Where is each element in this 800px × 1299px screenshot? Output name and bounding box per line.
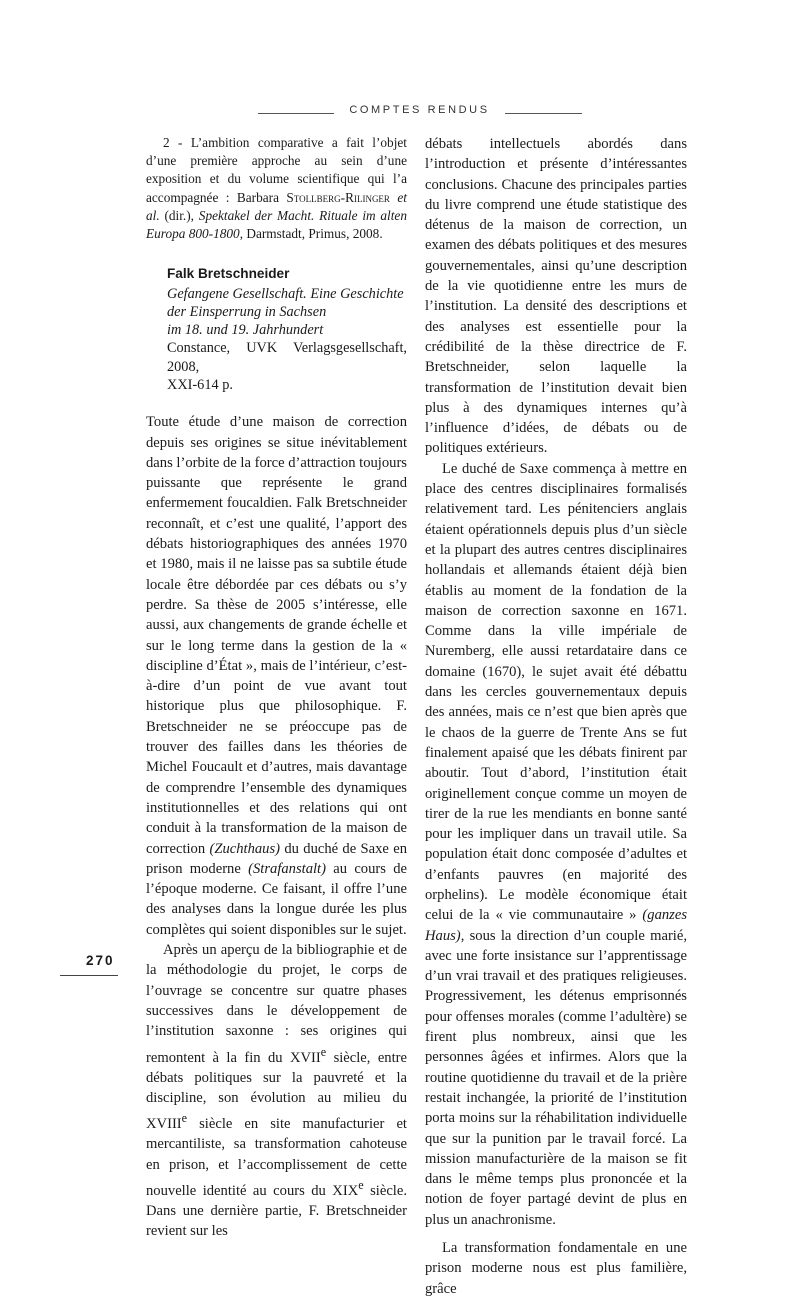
footnote-author: Stollberg-Rilinger <box>286 189 390 205</box>
header-title: COMPTES RENDUS <box>349 104 490 116</box>
footnote-text: (dir.), <box>159 207 199 223</box>
footnote <box>146 134 407 243</box>
body-paragraph: La transformation fondamentale en une prison moderne nous est plus familière, grâce <box>425 1240 687 1297</box>
header-rule-left <box>258 113 334 114</box>
body-paragraph: Toute étude d’une maison de correction depuis ses origines se situe inévitablement dans l’orbite de la force d’attraction toujours puissante que représente le grand enfermement foucaldien. Falk Bretschneider reconnaît, et c’est une qualité, l’apport des débats historiographiques des années 1970 et 1980, mais il ne laisse pas sa subtile étude locale être débordée par ces débats ou s’y perdre. Sa thèse de 2005 s’intéresse, elle aussi, aux changements de grande échelle et sur le long terme dans la gestion de la « discipline d’État », mais de l’intérieur, c’est-à-dire d’un point de vue avant tout historique plus que philosophique. F. Bretschneider ne se préoccupe pas de trouver des failles dans les théories de Michel Foucault et d’autres, mais davantage de comprendre l’ensemble des dynamiques institutionnelles et des relations qui ont conduit à la transformation de la maison de correction (Zuchthaus) du duché de Saxe en prison moderne (Strafanstalt) au cours de l’époque moderne. Ce faisant, il offre l’une des analyses dans la longue durée les plus complètes qui soient disponibles sur le sujet. <box>146 414 407 938</box>
page-number-rule <box>60 975 118 976</box>
book-publisher: Constance, UVK Verlagsgesellschaft, 2008, <box>167 340 407 375</box>
footnote-title: Spektakel der Macht. Rituale im alten Europa 800-1800 <box>146 207 407 242</box>
book-title-line: Gefangene Gesellschaft. Eine Geschichte <box>167 285 404 302</box>
running-header <box>0 104 800 124</box>
page-number: 270 <box>86 953 115 968</box>
header-rule-right <box>505 113 582 114</box>
book-author: Falk Bretschneider <box>167 266 290 282</box>
left-column <box>146 134 407 1242</box>
right-column <box>425 134 687 1299</box>
book-reference <box>167 265 407 394</box>
book-title-line: im 18. und 19. Jahrhundert <box>167 322 324 339</box>
book-title-line: der Einsperrung in Sachsen <box>167 303 327 320</box>
footnote-text: 2 - L’ambition comparative a fait l’objet d’une première approche au sein d’une exposition et du volume scientifique qui l’a accompagnée : Barbara <box>146 135 407 205</box>
book-pages: XXI-614 p. <box>167 377 233 393</box>
body-paragraph: Le duché de Saxe commença à mettre en place des centres disciplinaires formalisés relativement tard. Les pénitenciers anglais étaient opérationnels depuis plus d’un siècle et la plupart des autres centres disciplinaires hollandais et allemands étaient déjà bien établis au moment de la fondation de la maison de correction saxonne en 1671. Comme dans la ville impériale de Nuremberg, elle aussi retardataire dans ce domaine (1670), le sujet avait été débattu dans les cercles gouvernementaux depuis des années, mais ce n’est que bien après que le chaos de la guerre de Trente Ans se fut finalement apaisé que les débats finirent par aboutir. Tout d’abord, l’institution était originellement conçue comme un moyen de tirer de la rue les mendiants en bonne santé pour les impliquer dans un travail utile. Sa population était donc composée d’adultes et d’enfants pauvres (en majorité des orphelins). Le modèle économique était celui de la « vie communautaire » (ganzes Haus), sous la direction d’un couple marié, avec une forte insistance sur l’apprentissage d’un vrai travail et des pratiques religieuses. Progressivement, les détenus emprisonnés pour offenses morales (comme l’adultère) se firent plus nombreux, ainsi que les personnes âgées et infirmes. Alors que la routine quotidienne du travail et de la prière restait inchangée, la priorité de l’institution porta moins sur la réhabilitation individuelle que sur la punition par le travail forcé. La mission manufacturière de la maison se fit dans le même temps plus prononcée et la notion de foyer partagé devint de plus en plus un anachronisme. <box>425 460 687 1228</box>
body-paragraph: Après un aperçu de la bibliographie et de la méthodologie du projet, le corps de l’ouvrage se concentre sur quatre phases successives dans le développement de l’institution saxonne : ses origines qui remontent à la fin du XVIIe siècle, entre débats politiques sur la pauvreté et la discipline, son évolution au milieu du XVIIIe siècle en site manufacturier et mercantiliste, sa transformation cahoteuse en prison, et l’accomplissement de cette nouvelle identité au cours du XIXe siècle. Dans une dernière partie, F. Bretschneider revient sur les <box>146 942 407 1240</box>
footnote-etal: et al. <box>146 189 407 223</box>
footnote-text: , Darmstadt, Primus, 2008. <box>239 226 383 242</box>
body-paragraph: débats intellectuels abordés dans l’introduction et présente d’intéressantes conclusions. Chacune des principales parties du livre comprend une étude statistique des détenus de la maison de correction, un examen des débats politiques et des mesures gouvernementales, ainsi qu’une description de la vie quotidienne entre les murs de l’institution. La densité des descriptions et des analyses est essentielle pour la crédibilité de la thèse directrice de F. Bretschneider, selon laquelle la transformation de l’institution devait bien plus à des dynamiques internes qu’à l’influence d’idées, de débats ou de politiques extérieurs. <box>425 136 687 457</box>
